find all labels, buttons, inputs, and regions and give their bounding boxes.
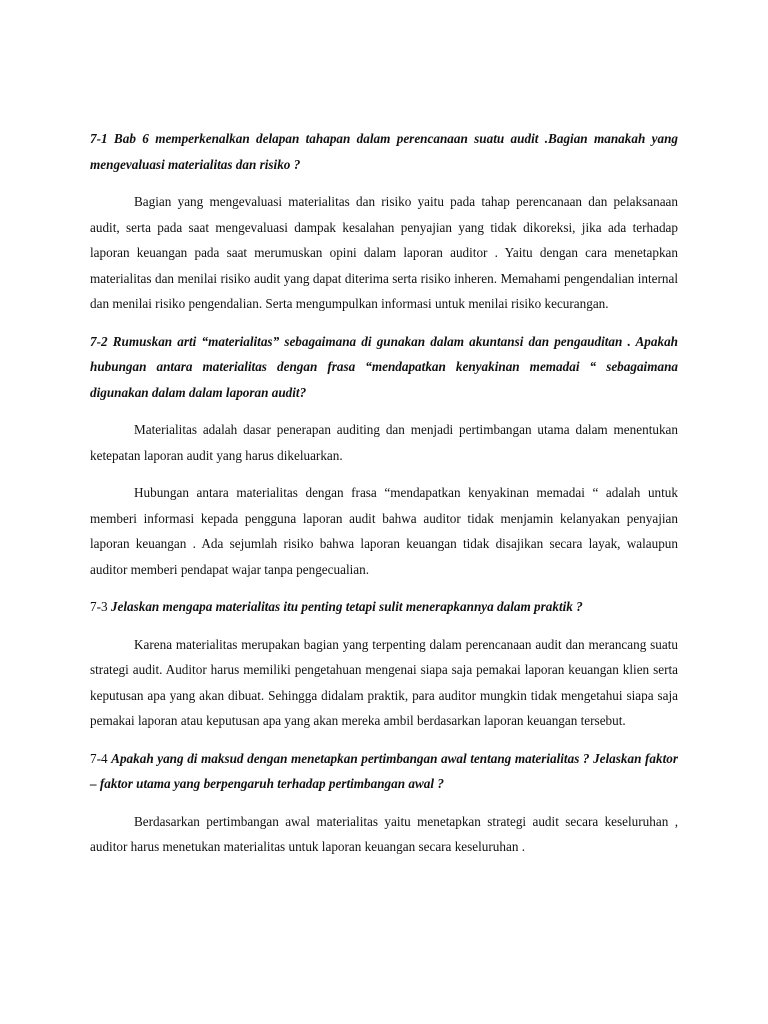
answer-7-2-paragraph-2: Hubungan antara materialitas dengan frasa “mendapatkan kenyakinan memadai “ adalah untuk memberi informasi kepada pengguna laporan audit bahwa auditor tidak menjamin kelanyakan penyajian laporan keuangan . Ada sejumlah risiko bahwa laporan keuangan tidak disajikan secara layak, walaupun auditor memberi pendapat wajar tanpa pengecualian. bbox=[90, 485, 678, 577]
answer-7-3-paragraph: Karena materialitas merupakan bagian yang terpenting dalam perencanaan audit dan merancang suatu strategi audit. Auditor harus memiliki pengetahuan mengenai siapa saja pemakai laporan keuangan klien serta keputusan apa yang akan dibuat. Sehingga didalam praktik, para auditor mungkin tidak mengetahui siapa saja pemakai laporan atau keputusan apa yang akan mereka ambil berdasarkan laporan keuangan tersebut. bbox=[90, 636, 678, 728]
question-7-4 bbox=[90, 746, 678, 797]
answer-7-4-paragraph: Berdasarkan pertimbangan awal materialitas yaitu menetapkan strategi audit secara keseluruhan , auditor harus menetukan materialitas untuk laporan keuangan secara keseluruhan . bbox=[90, 813, 678, 854]
question-7-2: 7-2 Rumuskan arti “materialitas” sebagaimana di gunakan dalam akuntansi dan pengauditan . Apakah hubungan antara materialitas dengan frasa “mendapatkan kenyakinan memadai “ sebagaimana digunakan dalam dalam laporan audit? bbox=[90, 333, 678, 400]
document-body bbox=[90, 126, 678, 872]
question-7-1: 7-1 Bab 6 memperkenalkan delapan tahapan dalam perencanaan suatu audit .Bagian manakah yang mengevaluasi materialitas dan risiko ? bbox=[90, 131, 678, 172]
question-number: 7-4 bbox=[90, 750, 112, 766]
question-number: 7-3 bbox=[90, 599, 111, 614]
question-7-3 bbox=[90, 594, 678, 620]
answer-7-1-paragraph: Bagian yang mengevaluasi materialitas dan risiko yaitu pada tahap perencanaan dan pelaksanaan audit, serta pada saat mengevaluasi dampak kesalahan penyajian yang tidak dikoreksi, jika ada terhadap laporan keuangan pada saat merumuskan opini dalam laporan auditor . Yaitu dengan cara menetapkan materialitas dan menilai risiko audit yang dapat diterima serta risiko inheren. Memahami pengendalian internal dan menilai risiko pengendalian. Serta mengumpulkan informasi untuk menilai risiko kecurangan. bbox=[90, 194, 678, 311]
question-text: Jelaskan mengapa materialitas itu penting tetapi sulit menerapkannya dalam praktik ? bbox=[110, 599, 583, 614]
question-text: Apakah yang di maksud dengan menetapkan pertimbangan awal tentang materialitas ? Jelaskan faktor – faktor utama yang berpengaruh terhadap pertimbangan awal ? bbox=[90, 750, 678, 791]
answer-7-2-paragraph-1: Materialitas adalah dasar penerapan auditing dan menjadi pertimbangan utama dalam menentukan ketepatan laporan audit yang harus dikeluarkan. bbox=[90, 422, 678, 463]
